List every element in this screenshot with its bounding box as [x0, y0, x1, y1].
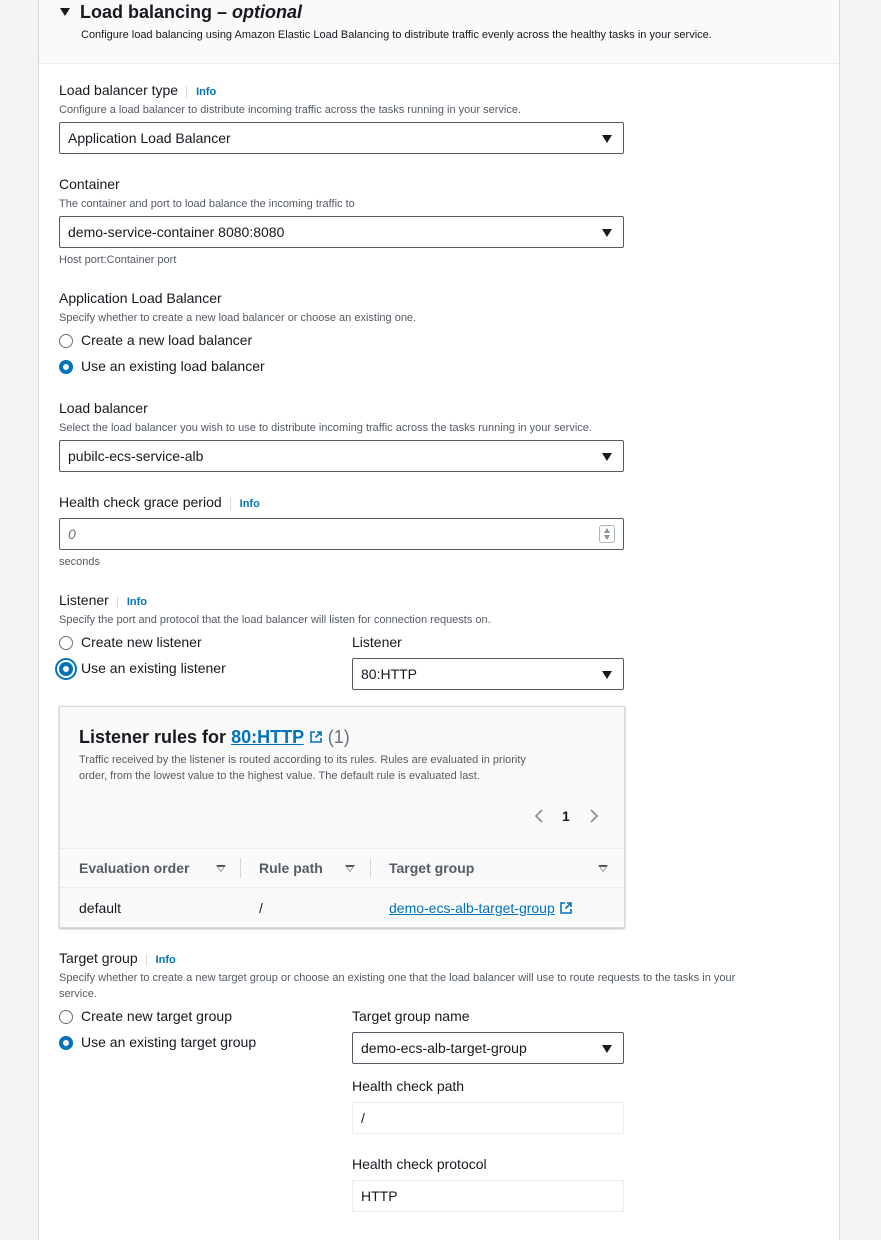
listener-new-label[interactable]: Create new listener	[81, 634, 202, 650]
target-group-new-radio[interactable]	[59, 1010, 73, 1024]
section-header[interactable]	[39, 0, 839, 64]
container-label: Container	[59, 176, 120, 192]
health-check-path-input[interactable]: /	[352, 1102, 624, 1134]
alb-new-radio[interactable]	[59, 334, 73, 348]
lb-type-select[interactable]: Application Load Balancer	[59, 122, 624, 154]
grace-period-unit: seconds	[59, 556, 100, 568]
grace-period-info-link[interactable]: Info	[230, 498, 260, 510]
listener-select[interactable]: 80:HTTP	[352, 658, 624, 690]
caret-down-icon	[602, 1045, 612, 1053]
section-description: Configure load balancing using Amazon Elastic Load Balancing to distribute traffic evenly across the healthy tasks in your service.	[81, 29, 712, 41]
listener-rules-card	[59, 706, 625, 928]
sort-icon[interactable]	[598, 865, 608, 872]
rules-desc-line2: order, from the lowest value to the highest value. The default rule is evaluated last.	[79, 770, 480, 782]
sort-icon[interactable]	[216, 865, 226, 872]
pagination-page[interactable]: 1	[562, 808, 570, 824]
health-check-protocol-label: Health check protocol	[352, 1156, 487, 1172]
target-group-desc-line1: Specify whether to create a new target group or choose an existing one that the load balancer will use to route requests to the tasks in your	[59, 972, 736, 984]
listener-select-label: Listener	[352, 634, 402, 650]
grace-period-label: Health check grace period Info	[59, 494, 260, 510]
grace-period-input[interactable]: 0	[59, 518, 624, 550]
lb-type-label: Load balancer type Info	[59, 82, 217, 98]
caret-down-icon	[602, 671, 612, 679]
target-group-name-select[interactable]: demo-ecs-alb-target-group	[352, 1032, 624, 1064]
listener-existing-label[interactable]: Use an existing listener	[81, 660, 226, 676]
listener-label: Listener Info	[59, 592, 147, 608]
optional-label: optional	[232, 2, 303, 22]
container-description: The container and port to load balance the incoming traffic to	[59, 198, 355, 210]
listener-rules-title: Listener rules for 80:HTTP (1)	[79, 727, 350, 747]
chevron-right-icon[interactable]	[589, 808, 599, 824]
container-hint: Host port:Container port	[59, 254, 177, 266]
target-group-new-label[interactable]: Create new target group	[81, 1008, 232, 1024]
caret-down-icon[interactable]	[60, 8, 70, 16]
health-check-path-label: Health check path	[352, 1078, 465, 1094]
row-rule-path: /	[259, 900, 263, 916]
section-title: Load balancing – optional	[80, 2, 303, 22]
target-group-name-label: Target group name	[352, 1008, 470, 1024]
target-group-link[interactable]: demo-ecs-alb-target-group	[389, 900, 555, 916]
target-group-existing-label[interactable]: Use an existing target group	[81, 1034, 257, 1050]
chevron-left-icon[interactable]	[534, 808, 544, 824]
column-target-group[interactable]: Target group	[389, 860, 475, 876]
container-select[interactable]: demo-service-container 8080:8080	[59, 216, 624, 248]
listener-info-link[interactable]: Info	[117, 596, 147, 608]
caret-down-icon	[602, 453, 612, 461]
alb-label: Application Load Balancer	[59, 290, 222, 306]
caret-down-icon	[602, 229, 612, 237]
load-balancer-label: Load balancer	[59, 400, 148, 416]
listener-rules-count: (1)	[327, 727, 350, 747]
rules-desc-line1: Traffic received by the listener is routed according to its rules. Rules are evaluated in priority	[79, 754, 526, 766]
target-group-label: Target group Info	[59, 950, 176, 966]
external-link-icon[interactable]	[559, 901, 573, 915]
load-balancer-select[interactable]: pubilc-ecs-service-alb	[59, 440, 624, 472]
lb-type-description: Configure a load balancer to distribute incoming traffic across the tasks running in your service.	[59, 104, 522, 116]
listener-existing-radio[interactable]	[59, 662, 73, 676]
external-link-icon[interactable]	[309, 730, 323, 744]
alb-existing-label[interactable]: Use an existing load balancer	[81, 358, 265, 374]
listener-new-radio[interactable]	[59, 636, 73, 650]
row-evaluation-order: default	[79, 900, 122, 916]
sort-icon[interactable]	[345, 865, 355, 872]
alb-new-label[interactable]: Create a new load balancer	[81, 332, 253, 348]
listener-rules-link[interactable]: 80:HTTP	[231, 727, 304, 747]
target-group-desc-line2: service.	[59, 988, 97, 1000]
load-balancer-description: Select the load balancer you wish to use to distribute incoming traffic across the tasks running in your service.	[59, 422, 592, 434]
alb-description: Specify whether to create a new load balancer or choose an existing one.	[59, 312, 417, 324]
row-target-group	[389, 900, 573, 916]
column-evaluation-order[interactable]: Evaluation order	[79, 860, 190, 876]
target-group-existing-radio[interactable]	[59, 1036, 73, 1050]
alb-existing-radio[interactable]	[59, 360, 73, 374]
health-check-protocol-input[interactable]: HTTP	[352, 1180, 624, 1212]
lb-type-info-link[interactable]: Info	[186, 86, 216, 98]
number-spinner-icon[interactable]	[599, 525, 615, 543]
target-group-info-link[interactable]: Info	[146, 954, 176, 966]
column-rule-path[interactable]: Rule path	[259, 860, 323, 876]
caret-down-icon	[602, 135, 612, 143]
listener-description: Specify the port and protocol that the load balancer will listen for connection requests on.	[59, 614, 491, 626]
